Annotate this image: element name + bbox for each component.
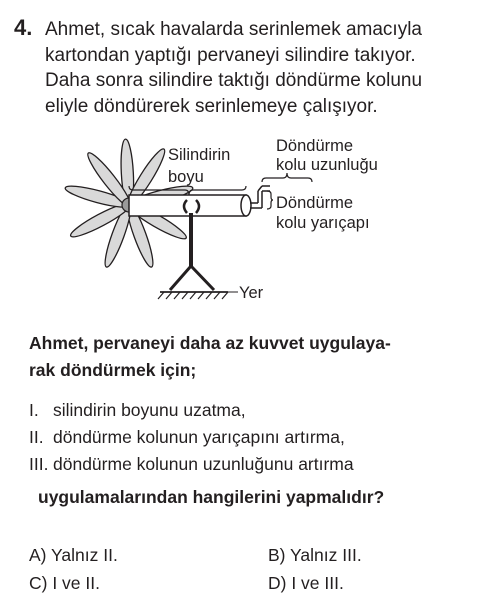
statement-text: döndürme kolunun yarıçapını artırma, bbox=[53, 427, 345, 447]
ground-label: Yer bbox=[239, 284, 264, 302]
option-a[interactable]: A) Yalnız II. bbox=[29, 545, 118, 565]
statement-item bbox=[29, 397, 354, 424]
statement-numeral: I. bbox=[29, 400, 39, 420]
statement-list bbox=[29, 397, 354, 478]
ground-hatching bbox=[158, 292, 228, 299]
stem-line: Daha sonra silindire taktığı döndürme kolunu bbox=[45, 70, 423, 91]
stem-line: kartondan yaptığı pervaneyi silindire takıyor. bbox=[45, 44, 416, 66]
stem-line: Ahmet, sıcak havalarda serinlemek amacıyla bbox=[45, 19, 422, 40]
stem-line: eliyle döndürerek serinlemeye çalışıyor. bbox=[45, 95, 378, 117]
prompt-line: rak döndürmek için; bbox=[29, 360, 197, 380]
statement-item bbox=[29, 424, 354, 451]
cylinder bbox=[129, 195, 251, 216]
option-c[interactable]: C) I ve II. bbox=[29, 573, 100, 593]
crank-handle bbox=[250, 186, 270, 208]
final-question: uygulamalarından hangilerini yapmalıdır? bbox=[38, 487, 385, 507]
question-prompt bbox=[29, 330, 391, 384]
statement-numeral: III. bbox=[29, 454, 49, 474]
prompt-line: Ahmet, pervaneyi daha az kuvvet uygulaya- bbox=[29, 333, 391, 353]
question-number: 4. bbox=[14, 15, 33, 40]
option-b[interactable]: B) Yalnız III. bbox=[268, 545, 362, 565]
statement-numeral: II. bbox=[29, 427, 44, 447]
handle-radius-brace bbox=[267, 191, 273, 209]
handle-length-label-line: Döndürme bbox=[276, 137, 354, 155]
cylinder-length-label-line: boyu bbox=[168, 168, 204, 186]
handle-length-brace bbox=[262, 173, 312, 182]
statement-text: döndürme kolunun uzunluğunu artırma bbox=[53, 454, 354, 474]
statement-text: silindirin boyunu uzatma, bbox=[53, 400, 246, 420]
handle-length-label-line: kolu uzunluğu bbox=[276, 156, 378, 174]
cylinder-length-label-line: Silindirin bbox=[168, 146, 231, 164]
handle-radius-label-line: Döndürme bbox=[276, 194, 354, 212]
statement-item bbox=[29, 451, 354, 478]
option-d[interactable]: D) I ve III. bbox=[268, 573, 344, 593]
handle-radius-label-line: kolu yarıçapı bbox=[276, 214, 370, 232]
